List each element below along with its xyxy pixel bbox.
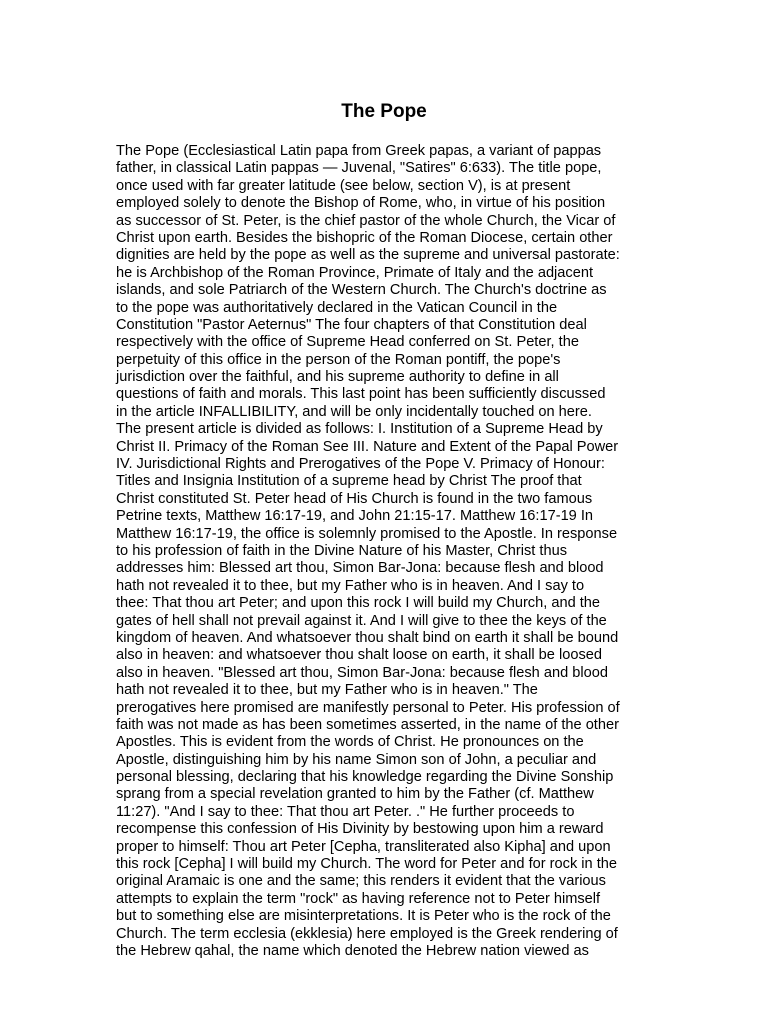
text-line: also in heaven. "Blessed art thou, Simon Bar-Jona: because flesh and blood	[116, 664, 608, 681]
text-line: recompense this confession of His Divinity by bestowing upon him a reward	[116, 821, 604, 838]
text-line: proper to himself: Thou art Peter [Cepha, transliterated also Kipha] and upon	[116, 838, 611, 855]
text-line: also in heaven: and whatsoever thou shalt loose on earth, it shall be loosed	[116, 647, 602, 664]
text-line: jurisdiction over the faithful, and his supreme authority to define in all	[116, 369, 559, 386]
text-line: 11:27). "And I say to thee: That thou art Peter. ." He further proceeds to	[116, 803, 575, 820]
text-line: original Aramaic is one and the same; this renders it evident that the various	[116, 873, 606, 890]
text-line: gates of hell shall not prevail against it. And I will give to thee the keys of the	[116, 612, 607, 629]
text-line: IV. Jurisdictional Rights and Prerogatives of the Pope V. Primacy of Honour:	[116, 456, 605, 473]
text-line: addresses him: Blessed art thou, Simon Bar-Jona: because flesh and blood	[116, 560, 604, 577]
text-line: Matthew 16:17-19, the office is solemnly promised to the Apostle. In response	[116, 525, 618, 542]
text-line: as successor of St. Peter, is the chief pastor of the whole Church, the Vicar of	[116, 212, 616, 229]
text-line: Christ II. Primacy of the Roman See III. Nature and Extent of the Papal Power	[116, 438, 619, 455]
text-line: hath not revealed it to thee, but my Father who is in heaven." The	[116, 682, 538, 699]
text-line: Christ constituted St. Peter head of His Church is found in the two famous	[116, 490, 593, 507]
text-line: but to something else are misinterpretations. It is Peter who is the rock of the	[116, 908, 611, 925]
text-line: hath not revealed it to thee, but my Father who is in heaven. And I say to	[116, 577, 585, 594]
text-line: perpetuity of this office in the person of the Roman pontiff, the pope's	[116, 351, 561, 368]
text-line: Titles and Insignia Institution of a supreme head by Christ The proof that	[116, 473, 582, 490]
text-line: respectively with the office of Supreme Head conferred on St. Peter, the	[116, 334, 579, 351]
text-line: father, in classical Latin pappas — Juvenal, "Satires" 6:633). The title pope,	[116, 160, 602, 177]
text-line: The Pope (Ecclesiastical Latin papa from Greek papas, a variant of pappas	[116, 143, 602, 159]
text-line: he is Archbishop of the Roman Province, Primate of Italy and the adjacent	[116, 264, 593, 281]
text-line: Church. The term ecclesia (ekklesia) here employed is the Greek rendering of	[116, 925, 618, 942]
text-line: this rock [Cepha] I will build my Church. The word for Peter and for rock in the	[116, 856, 617, 873]
text-line: the Hebrew qahal, the name which denoted the Hebrew nation viewed as	[116, 942, 589, 959]
text-line: Constitution "Pastor Aeternus" The four chapters of that Constitution deal	[116, 316, 587, 333]
text-line: Apostle, distinguishing him by his name Simon son of John, a peculiar and	[116, 751, 597, 768]
page-title: The Pope	[341, 101, 427, 122]
text-line: kingdom of heaven. And whatsoever thou shalt bind on earth it shall be bound	[116, 629, 619, 646]
text-line: Apostles. This is evident from the words of Christ. He pronounces on the	[116, 734, 584, 751]
text-line: thee: That thou art Peter; and upon this rock I will build my Church, and the	[116, 595, 601, 612]
text-line: islands, and sole Patriarch of the Western Church. The Church's doctrine as	[116, 282, 607, 299]
text-line: once used with far greater latitude (see below, section V), is at present	[116, 177, 571, 194]
text-line: questions of faith and morals. This last point has been sufficiently discussed	[116, 386, 606, 403]
text-line: prerogatives here promised are manifestly personal to Peter. His profession of	[116, 699, 620, 716]
text-line: to the pope was authoritatively declared in the Vatican Council in the	[116, 299, 558, 316]
text-line: attempts to explain the term "rock" as having reference not to Peter himself	[116, 890, 601, 907]
text-line: The present article is divided as follows: I. Institution of a Supreme Head by	[116, 421, 603, 438]
text-line: Petrine texts, Matthew 16:17-19, and John 21:15-17. Matthew 16:17-19 In	[116, 508, 594, 525]
text-line: Christ upon earth. Besides the bishopric of the Roman Diocese, certain other	[116, 229, 613, 246]
text-line: sprang from a special revelation granted to him by the Father (cf. Matthew	[116, 786, 594, 803]
text-line: dignities are held by the pope as well as the supreme and universal pastorate:	[116, 247, 620, 264]
text-line: faith was not made as has been sometimes asserted, in the name of the other	[116, 716, 619, 733]
text-line: to his profession of faith in the Divine Nature of his Master, Christ thus	[116, 542, 567, 559]
text-line: employed solely to denote the Bishop of Rome, who, in virtue of his position	[116, 195, 606, 212]
text-line: personal blessing, declaring that his knowledge regarding the Divine Sonship	[116, 769, 614, 786]
body-text	[116, 143, 756, 960]
text-line: in the article INFALLIBILITY, and will be only incidentally touched on here.	[116, 403, 592, 420]
